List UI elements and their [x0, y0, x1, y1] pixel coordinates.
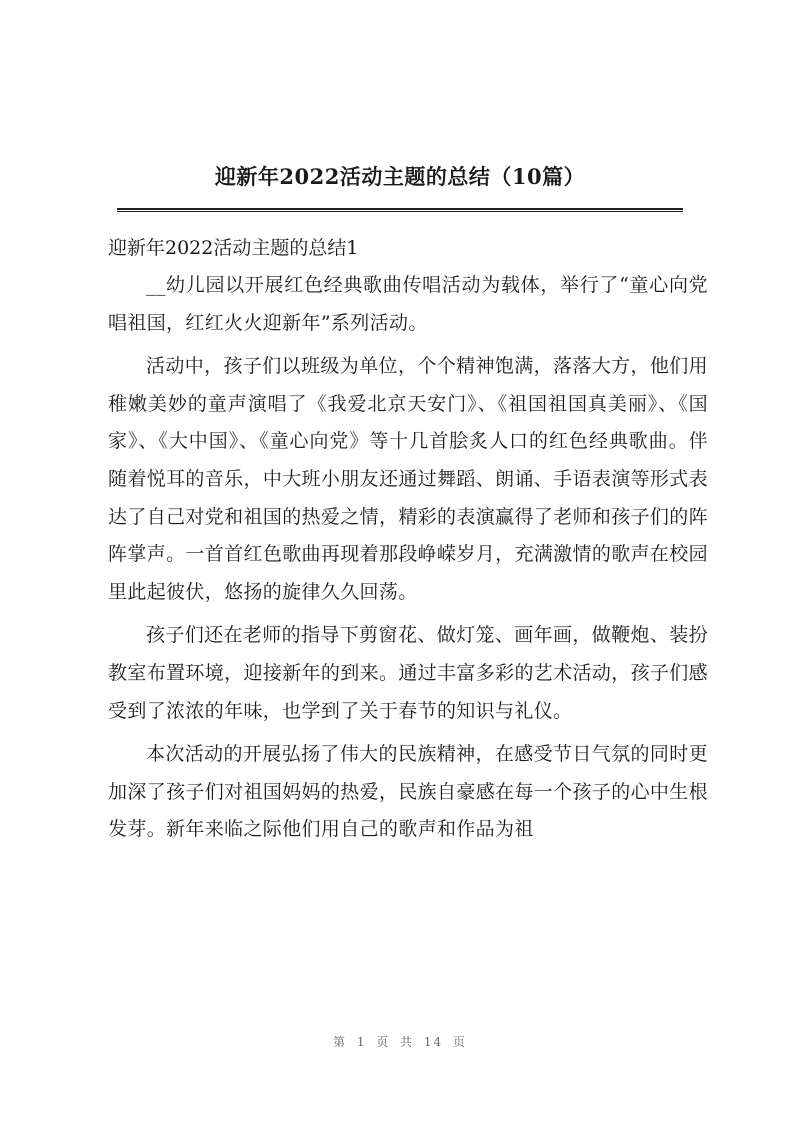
title-divider — [117, 208, 683, 212]
paragraph-summary: 本次活动的开展弘扬了伟大的民族精神，在感受节日气氛的同时更加深了孩子们对祖国妈妈的热爱，民族自豪感在每一个孩子的心中生根发芽。新年来临之际他们用自己的歌声和作品为祖 — [108, 743, 708, 841]
paragraph-intro: __幼儿园以开展红色经典歌曲传唱活动为载体，举行了“童心向党唱祖国，红红火火迎新年”系列活动。 — [108, 274, 708, 334]
document-body — [108, 230, 708, 855]
paragraph-singing: 活动中，孩子们以班级为单位，个个精神饱满，落落大方，他们用稚嫩美妙的童声演唱了《我爱北京天安门》、《祖国祖国真美丽》、《国家》、《大中国》、《童心向党》等十几首脍炙人口的红色经典歌曲。伴随着悦耳的音乐，中大班小朋友还通过舞蹈、朗诵、手语表演等形式表达了自己对党和祖国的热爱之情，精彩的表演赢得了老师和孩子们的阵阵掌声。一首首红色歌曲再现着那段峥嵘岁月，充满激情的歌声在校园里此起彼伏，悠扬的旋律久久回荡。 — [108, 355, 708, 603]
paragraph-crafts: 孩子们还在老师的指导下剪窗花、做灯笼、画年画，做鞭炮、装扮教室布置环境，迎接新年的到来。通过丰富多彩的艺术活动，孩子们感受到了浓浓的年味，也学到了关于春节的知识与礼仪。 — [108, 624, 708, 722]
section-heading: 迎新年2022活动主题的总结1 — [108, 237, 359, 259]
document-title: 迎新年2022活动主题的总结（10篇） — [214, 164, 586, 189]
page-number-footer: 第 1 页 共 14 页 — [333, 1035, 467, 1049]
